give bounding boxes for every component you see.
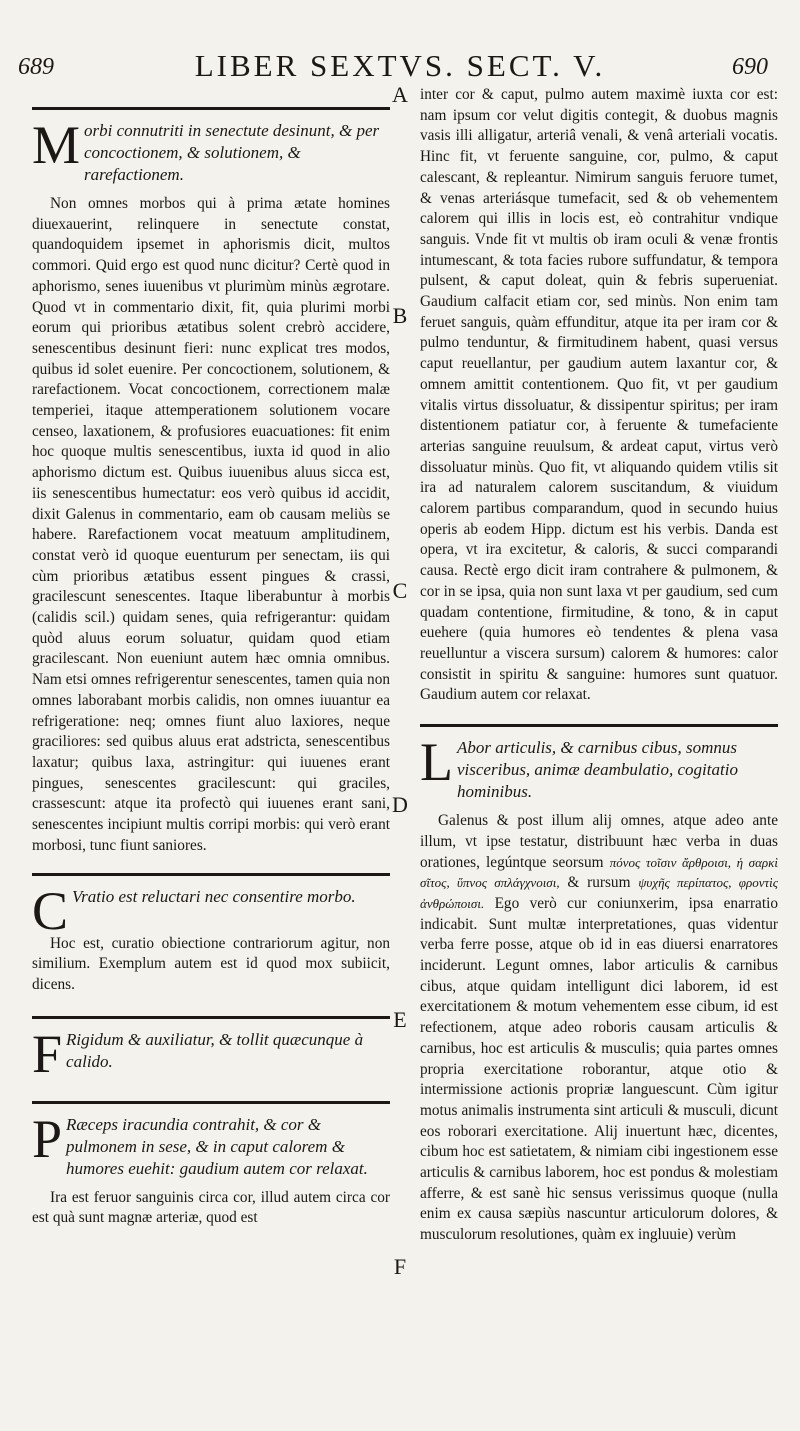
running-title: LIBER SEXTVS. SECT. V.: [194, 48, 606, 83]
commentary-text: Galenus & post illum alij omnes, atque adeo ante illum, vt ipse testatur, distribuunt hæc verba in duas orationes, legúntque seorsum: [420, 812, 778, 871]
aphorism-section: [32, 1023, 390, 1084]
aphorism-heading: [32, 880, 390, 941]
aphorism-heading: [32, 115, 390, 186]
drop-cap: M: [32, 115, 81, 175]
left-page-number: 689: [18, 54, 54, 80]
continued-commentary: inter cor & caput, pulmo autem maximè iuxta cor est: nam ipsum cor velut digitis contegit, & duobus magnis vasis illi alligatur, arteriâ venali, & venâ arteriali vocatis. Hinc fit, vt feruente sanguine, cor, pulmo, & caput calescant, & repleantur. Nimirum sanguis feruore tumet, & venas arteriásque tumefacit, sed & ob vehementem calorem qui illis in locis est, eò contrahitur vndique sanguis. Vnde fit vt multis ob iram oculi & venæ frontis intumescant, & tota facies rubore suffundatur, & tempora pulsent, & caput doleat, quin & febris superueniat. Gaudium calfacit etiam cor, sed minùs. Non enim tam feruet sanguis, quàm effunditur, atque ita per iram cor & pulmo tenduntur, & firmitudinem habent, quasi versus caput reuellantur, per gaudium autem laxantur cor, & omnem amittit contentionem. Quo fit, vt per gaudium vitalis virtus dissoluatur, & dissipentur spiritus; per iram distentionem patiatur cor, à feruente & tumefaciente arterias sanguine reuulsum, & ardeat caput, virtus verò dissoluatur minùs. Quo fit, vt aliquando quidem vtilis sit ira ad naturalem calorem suscitandum, & viuidum calorem partibus comparandum, quod in secundo huius operis ab eodem Hipp. dictum est his verbis. Danda est opera, vt ira excitetur, & caloris, & succi comparandi causa. Rectè ergo dicit iram contrahere & pulmonem, & cor in se ipsa, quia non sunt laxa vt per gaudium, sed cum quadam contentione, firmitudine, & tono, & in caput euehere (quia humores eò tendentes & plena vasa reuelluntur a viscera sursum) calorem & humores: calor consistit in spiritu & sanguine: humores sunt quatuor. Gaudium autem cor relaxat.: [420, 86, 778, 704]
aphorism-heading-text: Ræceps iracundia contrahit, & cor & pulmonem in sese, & in caput calorem & humores euehit: gaudium autem cor relaxat.: [66, 1114, 368, 1178]
commentary-paragraph: Ira est feruor sanguinis circa cor, illud autem circa cor est quà sunt magnæ arteriæ, quod est: [32, 1188, 390, 1227]
commentary-text: Ego verò cur coniunxerim, ipsa enarratio indicabit. Sunt multæ interpretationes, quas videntur verba ferre posse, atque ob id in eas diuersi enarratores inciderunt. Legunt omnes, labor articulis & carnibus cibus, atque quidam intelligunt dici laborem, id est exercitationem & motum vehementem esse cibum, id est refectionem, atque adeo roboris causam articulis & carnibus, hoc est articulis & musculis; quia partes omnes propria exercitatione roborantur, atque otio & intermissione actionis propriæ languescunt. Cùm igitur motus animalis instrumenta sint articuli & musculi, dicunt eos roborari exercitatione. Alij inuertunt hæc, dicentes, cibum hoc est satietatem, & nimiam cibi ingestionem esse articulis & carnibus laborem, hoc est pondus & molestiam afferre, & est sanè hic sensus verissimus quoque (nulla enim ex causa sæpiùs nascuntur articulorum dolores, & musculorum resolutiones, quàm ex ingluuie) verùm: [420, 894, 778, 1244]
greek-quotation: πόνος τοῖσιν ἄρθροισι, ἡ σαρκὶ σῖτος, ὕπνος σπλάγχνοισι,: [420, 854, 778, 891]
right-page-number: 690: [732, 54, 768, 80]
margin-letter-a: A: [392, 82, 408, 107]
greek-quotation: ψυχῆς περίπατος, φροντὶς ἀνθρώποισι.: [420, 875, 778, 911]
margin-letter-b: B: [392, 303, 408, 328]
margin-letter-d: D: [392, 792, 408, 817]
left-column: [32, 85, 390, 1411]
drop-cap: P: [32, 1108, 63, 1169]
right-column: [420, 85, 778, 1411]
commentary-text: & rursum: [567, 874, 631, 892]
drop-cap: L: [420, 732, 453, 793]
margin-letter-c: C: [392, 578, 408, 603]
aphorism-section: [420, 732, 778, 1246]
drop-cap: F: [32, 1023, 63, 1084]
commentary-paragraph: Hoc est, curatio obiectione contrariorum agitur, non similium. Exemplum autem est id quod mox subiicit, dicens.: [32, 934, 390, 993]
commentary-paragraph: Non omnes morbos qui à prima ætate homines diuexauerint, relinquere in senectute constat, quandoquidem ipsemet in aphorismis dicit, multos commori. Quid ergo est quod nunc dicitur? Certè quod in aphorismo, senes iuuenibus vt plurimùm minùs ægrotare. Quod vt in commentario dixit, fit, quia plurimi morbi eorum qui prioribus ætatibus solent crebrò accidere, senescentibus desinunt fieri: nunc explicat tres modos, quibus id solet euenire. Per concoctionem, solutionem, & rarefactionem. Vocat concoctionem, correctionem malæ temperiei, itaque attemperationem solutionem vocare censeo, laxationem, & profusiores euacuationes: fit enim hoc quoque multis senescentibus, iuxta id quod in alio aphorismo dictum est. Quibus iuuenibus aluus sicca est, iis senescentibus humectatur: eos verò quibus id accidit, dixit Galenus in commentario, eam ob causam meliùs se habere. Rarefactionem vocat meatuum amplitudinem, constat verò id quoque euenturum per senectam, iis qui cùm prioribus ætatibus essent pingues & crassi, gracilescunt senescentes. Itaque liberabuntur à morbis (calidis scil.) quidam senes, quia refrigerantur: quidam quòd aluus eorum soluatur, quidam quod etiam gracilescant. Non eueniunt autem hæc omnia omnibus. Nam etsi omnes refrigerentur senescentes, tamen quia non omnes laborabant morbis calidis, non omnes iuuantur ea refrigeratione: neq; omnes fiunt aluo laxiores, neque graciliores: sed quibus aluus erat adstricta, senescentibus laxatur; quibus laxa, astringitur: qui iuuenes erant pingues, senescentes gracilescunt: qui graciles, crassescunt: atque ita profectò qui iuuenes erant sani, senescentes incipiunt multis corripi morbis: qui verò erant morbosi, tunc fiunt saniores.: [32, 195, 390, 854]
aphorism-heading-text: orbi connutriti in senectute desinunt, & per concoctionem, & solutionem, & rarefactionem.: [84, 121, 380, 184]
aphorism-section: [32, 1108, 390, 1229]
drop-cap: C: [32, 880, 69, 941]
aphorism-heading: [32, 1108, 390, 1180]
commentary-paragraph: [420, 811, 778, 1246]
aphorism-heading: [420, 732, 778, 803]
margin-letter-f: F: [393, 1254, 407, 1279]
aphorism-heading-text: Rigidum & auxiliatur, & tollit quæcunque à calido.: [66, 1029, 364, 1071]
aphorism-heading-text: Vratio est reluctari nec consentire morbo.: [72, 886, 356, 906]
margin-letter-e: E: [393, 1007, 407, 1032]
aphorism-section: [32, 115, 390, 857]
aphorism-section: [32, 880, 390, 996]
aphorism-heading-text: Abor articulis, & carnibus cibus, somnus visceribus, animæ deambulatio, cogitatio hominibus.: [457, 738, 738, 802]
aphorism-heading: [32, 1023, 390, 1084]
